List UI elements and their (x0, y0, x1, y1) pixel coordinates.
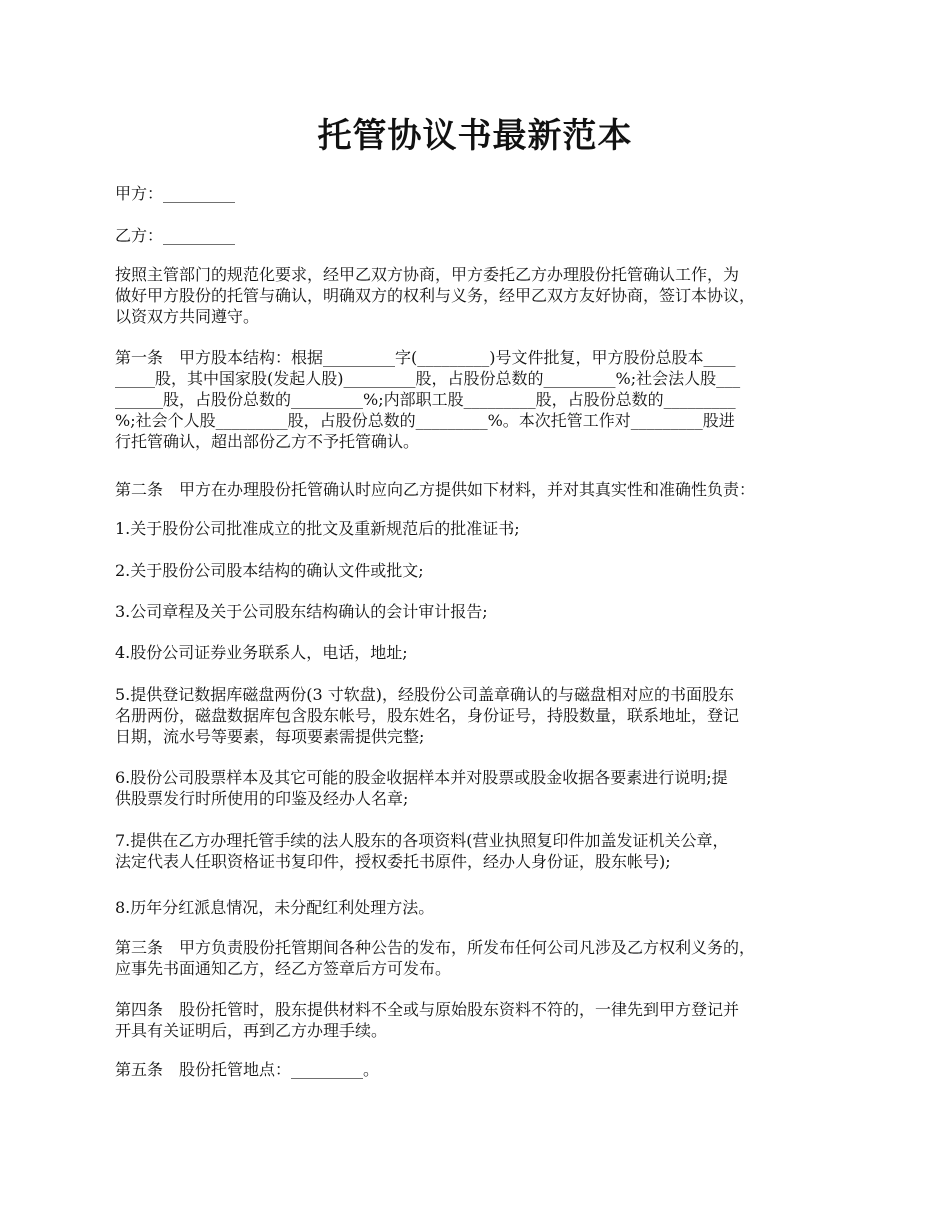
article-2: 第二条 甲方在办理股份托管确认时应向乙方提供如下材料，并对其真实性和准确性负责： (115, 480, 756, 499)
list-item-7: 7.提供在乙方办理托管手续的法人股东的各项资料(营业执照复印件加盖发证机关公章， 法定代表人任职资格证书复印件，授权委托书原件，经办人身份证，股东帐号); (115, 831, 729, 871)
party-b-line: 乙方：_________ (115, 226, 236, 245)
article-1: 第一条 甲方股本结构：根据_________字(_________)号文件批复，甲方股份总股本____ _____股，其中国家股(发起人股)_________股，占股份总数的_________%;社会法人股___ ______股，占股份总数的_________%;内部职工股_________股，占股份总数的_________ %;社会个人股_________股，占股份总数的_________%。本次托管工作对_________股进 行托管确认，超出部份乙方不予托管确认。 (115, 348, 741, 451)
list-item-4: 4.股份公司证券业务联系人，电话，地址; (115, 643, 408, 662)
list-item-3: 3.公司章程及关于公司股东结构确认的会计审计报告; (115, 602, 488, 621)
article-3: 第三条 甲方负责股份托管期间各种公告的发布，所发布任何公司凡涉及乙方权利义务的， 应事先书面通知乙方，经乙方签章后方可发布。 (115, 938, 756, 978)
article-5: 第五条 股份托管地点：_________。 (115, 1060, 380, 1079)
list-item-1: 1.关于股份公司批准成立的批文及重新规范后的批准证书; (115, 519, 520, 538)
list-item-2: 2.关于股份公司股本结构的确认文件或批文; (115, 561, 424, 580)
article-4: 第四条 股份托管时，股东提供材料不全或与原始股东资料不符的，一律先到甲方登记并 开具有关证明后，再到乙方办理手续。 (115, 1000, 740, 1040)
list-item-8: 8.历年分红派息情况，未分配红利处理方法。 (115, 898, 435, 917)
list-item-5: 5.提供登记数据库磁盘两份(3 寸软盘)，经股份公司盖章确认的与磁盘相对应的书面股东 名册两份，磁盘数据库包含股东帐号，股东姓名，身份证号，持股数量，联系地址，登记 日期，流水号等要素，每项要素需提供完整; (115, 685, 740, 746)
party-a-line: 甲方：_________ (115, 184, 236, 203)
intro-paragraph: 按照主管部门的规范化要求，经甲乙双方协商，甲方委托乙方办理股份托管确认工作，为 做好甲方股份的托管与确认，明确双方的权利与义务，经甲乙双方友好协商，签订本协议， 以资双方共同遵守。 (115, 265, 756, 326)
document-title: 托管协议书最新范本 (317, 116, 633, 156)
list-item-6: 6.股份公司股票样本及其它可能的股金收据样本并对股票或股金收据各要素进行说明;提 供股票发行时所使用的印鉴及经办人名章; (115, 768, 728, 808)
